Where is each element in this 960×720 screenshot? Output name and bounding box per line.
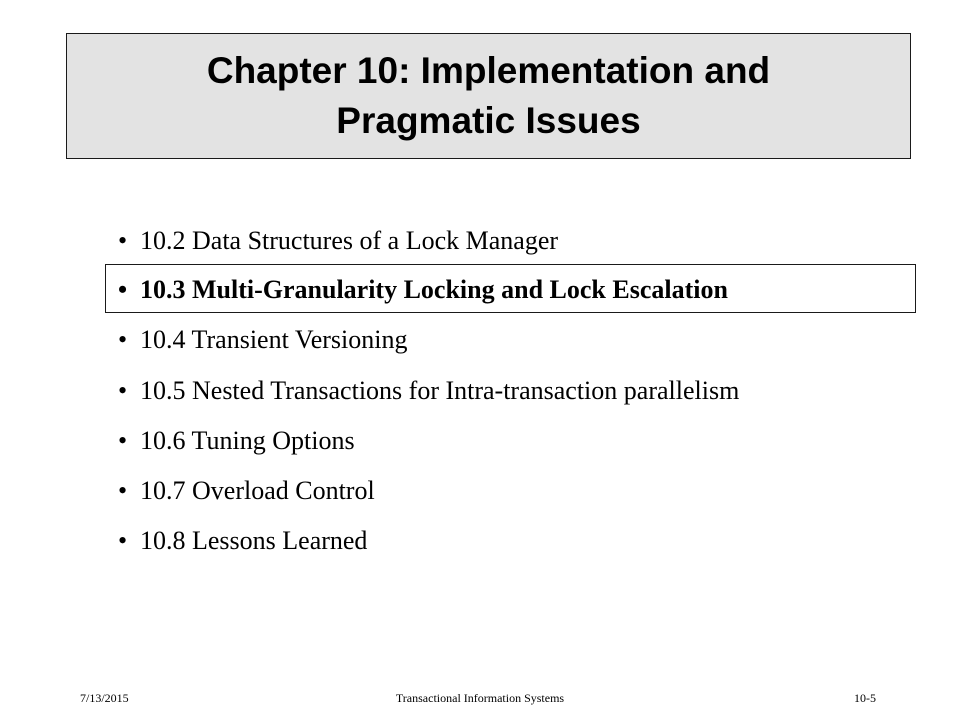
bullet-icon: • [118, 325, 128, 354]
list-item-current [118, 275, 728, 305]
list-item-text: 10.4 Transient Versioning [140, 325, 408, 354]
list-item [118, 376, 739, 406]
footer-date: 7/13/2015 [80, 691, 129, 705]
bullet-icon: • [118, 226, 128, 255]
bullet-icon: • [118, 275, 128, 304]
list-item-text: 10.7 Overload Control [140, 476, 375, 505]
list-item-text: 10.5 Nested Transactions for Intra-transaction parallelism [140, 376, 740, 405]
bullet-icon: • [118, 476, 128, 505]
list-item [118, 476, 375, 506]
list-item [118, 426, 355, 456]
bullet-icon: • [118, 526, 128, 555]
list-item-text: 10.2 Data Structures of a Lock Manager [140, 226, 559, 255]
slide-title-line-1: Chapter 10: Implementation and [206, 50, 771, 91]
list-item [118, 526, 367, 556]
footer-title: Transactional Information Systems [395, 691, 565, 705]
slide-title-line-2: Pragmatic Issues [336, 100, 641, 141]
list-item-text: 10.3 Multi-Granularity Locking and Lock Escalation [140, 275, 728, 304]
bullet-icon: • [118, 426, 128, 455]
list-item-text: 10.6 Tuning Options [140, 426, 355, 455]
list-item [118, 226, 558, 256]
bullet-icon: • [118, 376, 128, 405]
list-item-text: 10.8 Lessons Learned [140, 526, 368, 555]
list-item [118, 325, 408, 355]
footer-page-number: 10-5 [854, 691, 876, 705]
